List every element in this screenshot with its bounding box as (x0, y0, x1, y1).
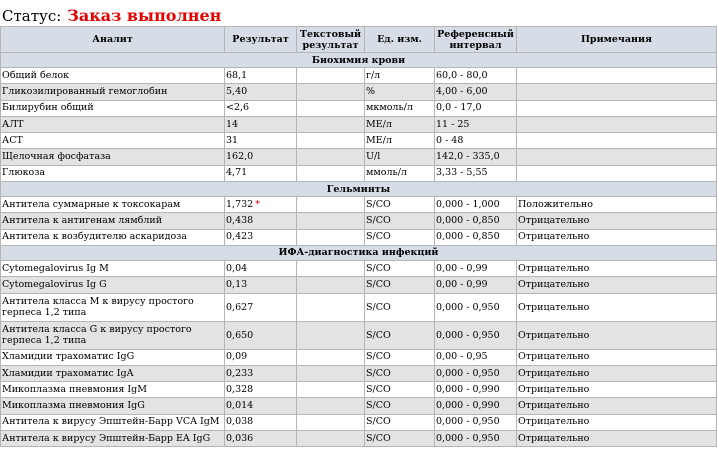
cell-unit-text: ммоль/л (366, 167, 407, 179)
cell-notes-text: Отрицательно (518, 329, 590, 341)
cell-analyte (1, 133, 225, 149)
cell-text-result (297, 293, 365, 321)
section-header (1, 245, 717, 260)
cell-text-result (297, 229, 365, 245)
cell-result (225, 229, 297, 245)
cell-notes (517, 382, 717, 398)
cell-result-text: 0,233 (226, 367, 254, 379)
results-table (0, 26, 717, 447)
cell-unit-text: S/CO (366, 278, 391, 290)
table-row (1, 116, 717, 132)
cell-notes (517, 431, 717, 447)
cell-text-result (297, 149, 365, 165)
cell-result-text: 0,036 (226, 432, 254, 444)
cell-notes (517, 197, 717, 213)
cell-reference-text: 0,000 - 0,850 (436, 231, 500, 243)
cell-analyte (1, 100, 225, 116)
cell-analyte (1, 382, 225, 398)
cell-analyte (1, 349, 225, 365)
cell-unit (365, 100, 435, 116)
cell-analyte (1, 277, 225, 293)
table-row (1, 365, 717, 381)
cell-reference (435, 277, 517, 293)
cell-analyte-text: Хламидии трахоматис IgA (2, 367, 134, 379)
cell-analyte-text: Антитела суммарные к токсокарам (2, 198, 181, 210)
cell-unit-text: г/л (366, 69, 381, 81)
cell-reference-text: 0,000 - 0,950 (436, 367, 500, 379)
cell-result-text: 5,40 (226, 85, 248, 97)
cell-notes-text: Отрицательно (518, 367, 590, 379)
cell-analyte (1, 68, 225, 84)
cell-reference-text: 0,000 - 0,950 (436, 301, 500, 313)
cell-analyte-text: Глюкоза (2, 167, 46, 179)
cell-unit-text: S/CO (366, 329, 391, 341)
table-row (1, 213, 717, 229)
cell-notes (517, 213, 717, 229)
cell-result-text: 162,0 (226, 151, 254, 163)
cell-text-result (297, 382, 365, 398)
cell-unit-text: S/CO (366, 262, 391, 274)
cell-result-text: 31 (226, 134, 239, 146)
cell-analyte-text: АЛТ (2, 118, 24, 130)
cell-analyte-text: Антитела к возбудителю аскаридоза (2, 231, 188, 243)
cell-result (225, 100, 297, 116)
cell-text-result (297, 260, 365, 276)
cell-reference (435, 68, 517, 84)
table-row (1, 68, 717, 84)
cell-reference-text: 0,00 - 0,99 (436, 262, 488, 274)
cell-analyte (1, 116, 225, 132)
cell-notes-text: Отрицательно (518, 278, 590, 290)
cell-analyte-text: Щелочная фосфатаза (2, 151, 111, 163)
table-row (1, 277, 717, 293)
cell-reference (435, 365, 517, 381)
table-row (1, 293, 717, 321)
cell-result (225, 277, 297, 293)
cell-notes-text: Отрицательно (518, 231, 590, 243)
section-title: ИФА-диагностика инфекций (1, 245, 717, 260)
cell-notes-text: Отрицательно (518, 262, 590, 274)
cell-reference-text: 11 - 25 (436, 118, 470, 130)
cell-unit (365, 431, 435, 447)
cell-reference-text: 0,000 - 0,990 (436, 400, 500, 412)
section-header (1, 53, 717, 68)
cell-result (225, 84, 297, 100)
cell-result-text: 0,014 (226, 400, 254, 412)
cell-text-result (297, 414, 365, 430)
cell-result-text: 0,438 (226, 215, 254, 227)
table-row (1, 382, 717, 398)
cell-notes (517, 414, 717, 430)
cell-text-result (297, 116, 365, 132)
cell-reference-text: 0 - 48 (436, 134, 464, 146)
table-row (1, 414, 717, 430)
table-row (1, 133, 717, 149)
cell-text-result (297, 68, 365, 84)
cell-analyte-text: Антитела к вирусу Эпштейн-Барр VCA IgM (2, 416, 220, 428)
cell-notes (517, 321, 717, 349)
order-status (0, 0, 718, 26)
cell-notes-text: Отрицательно (518, 215, 590, 227)
cell-unit-text: МЕ/л (366, 118, 392, 130)
cell-notes (517, 398, 717, 414)
table-row (1, 398, 717, 414)
cell-unit (365, 414, 435, 430)
cell-reference (435, 321, 517, 349)
cell-analyte (1, 213, 225, 229)
cell-analyte-text: Антитела к вирусу Эпштейн-Барр EA IgG (2, 432, 211, 444)
cell-reference-text: 0,000 - 0,850 (436, 215, 500, 227)
cell-notes (517, 133, 717, 149)
cell-analyte (1, 229, 225, 245)
cell-unit-text: U/l (366, 151, 381, 163)
cell-notes (517, 165, 717, 181)
cell-text-result (297, 84, 365, 100)
cell-result-text: 0,04 (226, 262, 248, 274)
cell-unit-text: S/CO (366, 215, 391, 227)
cell-reference (435, 398, 517, 414)
cell-reference-text: 0,00 - 0,95 (436, 351, 488, 363)
cell-notes (517, 229, 717, 245)
cell-analyte (1, 321, 225, 349)
cell-text-result (297, 100, 365, 116)
cell-result (225, 68, 297, 84)
cell-result-text: 0,328 (226, 383, 254, 395)
col-header-result: Результат (225, 27, 297, 53)
cell-analyte (1, 260, 225, 276)
col-header-unit: Ед. изм. (365, 27, 435, 53)
cell-unit (365, 149, 435, 165)
cell-text-result (297, 165, 365, 181)
col-header-notes: Примечания (517, 27, 717, 53)
cell-notes (517, 365, 717, 381)
cell-notes (517, 100, 717, 116)
cell-notes-text: Отрицательно (518, 400, 590, 412)
cell-unit-text: S/CO (366, 383, 391, 395)
cell-unit (365, 165, 435, 181)
cell-analyte (1, 431, 225, 447)
cell-reference-text: 0,0 - 17,0 (436, 102, 482, 114)
cell-analyte-text: Общий белок (2, 69, 70, 81)
section-title: Гельминты (1, 182, 717, 197)
cell-result (225, 213, 297, 229)
cell-unit (365, 277, 435, 293)
cell-analyte (1, 293, 225, 321)
cell-reference-text: 60,0 - 80,0 (436, 69, 488, 81)
col-header-analyte: Аналит (1, 27, 225, 53)
cell-analyte (1, 365, 225, 381)
cell-reference (435, 133, 517, 149)
table-row (1, 100, 717, 116)
cell-notes (517, 84, 717, 100)
cell-result-text: 0,13 (226, 278, 248, 290)
cell-analyte-text: Микоплазма пневмония IgG (2, 400, 145, 412)
cell-analyte-text: АСТ (2, 134, 23, 146)
cell-text-result (297, 365, 365, 381)
table-body (1, 53, 717, 447)
cell-notes (517, 260, 717, 276)
cell-reference (435, 229, 517, 245)
cell-result-text: 4,71 (226, 167, 248, 179)
cell-unit-text: S/CO (366, 198, 391, 210)
cell-analyte-text: Антитела к антигенам лямблий (2, 215, 163, 227)
cell-unit-text: % (366, 85, 376, 97)
cell-reference-text: 0,000 - 0,950 (436, 416, 500, 428)
cell-unit (365, 260, 435, 276)
cell-reference-text: 0,000 - 0,990 (436, 383, 500, 395)
cell-unit (365, 293, 435, 321)
cell-reference (435, 100, 517, 116)
cell-notes-text: Отрицательно (518, 351, 590, 363)
cell-unit (365, 398, 435, 414)
table-row (1, 165, 717, 181)
cell-analyte (1, 197, 225, 213)
table-row (1, 321, 717, 349)
table-row (1, 349, 717, 365)
cell-unit-text: S/CO (366, 400, 391, 412)
cell-analyte-text: Хламидии трахоматис IgG (2, 351, 135, 363)
cell-reference (435, 197, 517, 213)
cell-reference-text: 0,000 - 1,000 (436, 198, 500, 210)
cell-reference (435, 293, 517, 321)
cell-result-text: 1,732 (226, 198, 254, 210)
cell-reference (435, 349, 517, 365)
cell-reference (435, 84, 517, 100)
cell-text-result (297, 321, 365, 349)
cell-unit-text: МЕ/л (366, 134, 392, 146)
cell-result (225, 165, 297, 181)
cell-analyte-text: Гликозилированный гемоглобин (2, 85, 168, 97)
table-row (1, 431, 717, 447)
cell-reference-text: 142,0 - 335,0 (436, 151, 500, 163)
cell-unit (365, 133, 435, 149)
cell-unit (365, 321, 435, 349)
cell-unit (365, 68, 435, 84)
cell-unit (365, 116, 435, 132)
cell-text-result (297, 431, 365, 447)
cell-reference-text: 0,00 - 0,99 (436, 278, 488, 290)
cell-result (225, 293, 297, 321)
cell-reference (435, 165, 517, 181)
cell-notes-text: Отрицательно (518, 383, 590, 395)
cell-reference (435, 213, 517, 229)
cell-reference-text: 4,00 - 6,00 (436, 85, 488, 97)
cell-result-text: 0,627 (226, 301, 254, 313)
cell-unit-text: S/CO (366, 301, 391, 313)
cell-reference (435, 431, 517, 447)
cell-result-text: <2,6 (226, 102, 250, 114)
status-value: Заказ выполнен (67, 6, 222, 25)
cell-reference (435, 382, 517, 398)
table-row (1, 84, 717, 100)
cell-notes (517, 149, 717, 165)
cell-result-text: 0,423 (226, 231, 254, 243)
cell-unit (365, 229, 435, 245)
cell-result (225, 133, 297, 149)
cell-result (225, 382, 297, 398)
col-header-text-result: Текстовый результат (297, 27, 365, 53)
cell-notes (517, 293, 717, 321)
cell-reference (435, 149, 517, 165)
cell-unit-text: S/CO (366, 351, 391, 363)
cell-reference (435, 414, 517, 430)
cell-reference-text: 3,33 - 5,55 (436, 167, 488, 179)
cell-result-text: 0,038 (226, 416, 254, 428)
cell-result (225, 365, 297, 381)
cell-analyte-text: Билирубин общий (2, 102, 94, 114)
cell-analyte (1, 414, 225, 430)
section-title: Биохимия крови (1, 53, 717, 68)
cell-result (225, 116, 297, 132)
cell-analyte (1, 165, 225, 181)
cell-notes (517, 116, 717, 132)
table-row (1, 197, 717, 213)
cell-result (225, 398, 297, 414)
cell-notes-text: Отрицательно (518, 301, 590, 313)
cell-text-result (297, 398, 365, 414)
table-row (1, 229, 717, 245)
cell-reference-text: 0,000 - 0,950 (436, 432, 500, 444)
cell-analyte (1, 398, 225, 414)
cell-unit-text: S/CO (366, 367, 391, 379)
cell-result-text: 68,1 (226, 69, 248, 81)
cell-notes-text: Положительно (518, 198, 593, 210)
cell-unit-text: S/CO (366, 432, 391, 444)
section-header (1, 182, 717, 197)
cell-result (225, 197, 297, 213)
cell-result-text: 0,650 (226, 329, 254, 341)
cell-unit-text: мкмоль/л (366, 102, 413, 114)
cell-notes (517, 349, 717, 365)
cell-unit (365, 382, 435, 398)
cell-analyte (1, 149, 225, 165)
table-row (1, 260, 717, 276)
cell-analyte-text: Микоплазма пневмония IgM (2, 383, 147, 395)
cell-analyte-text: Cytomegalovirus Ig G (2, 278, 107, 290)
cell-result-text: 0,09 (226, 351, 248, 363)
cell-unit (365, 84, 435, 100)
abnormal-flag: * (255, 198, 260, 210)
cell-notes-text: Отрицательно (518, 432, 590, 444)
cell-result (225, 431, 297, 447)
cell-analyte-text: Cytomegalovirus Ig M (2, 262, 109, 274)
table-row (1, 149, 717, 165)
cell-reference (435, 260, 517, 276)
cell-unit (365, 365, 435, 381)
table-header (1, 27, 717, 53)
cell-reference (435, 116, 517, 132)
cell-result (225, 414, 297, 430)
cell-unit-text: S/CO (366, 416, 391, 428)
cell-text-result (297, 277, 365, 293)
cell-text-result (297, 349, 365, 365)
cell-result-text: 14 (226, 118, 239, 130)
cell-result (225, 321, 297, 349)
cell-text-result (297, 133, 365, 149)
cell-analyte-text: Антитела класса G к вирусу простого герпеса 1,2 типа (2, 324, 192, 347)
cell-text-result (297, 197, 365, 213)
cell-notes (517, 277, 717, 293)
cell-unit (365, 213, 435, 229)
cell-unit (365, 349, 435, 365)
cell-reference-text: 0,000 - 0,950 (436, 329, 500, 341)
cell-unit-text: S/CO (366, 231, 391, 243)
cell-notes-text: Отрицательно (518, 416, 590, 428)
cell-analyte-text: Антитела класса М к вирусу простого герпеса 1,2 типа (2, 296, 194, 319)
cell-result (225, 260, 297, 276)
cell-result (225, 349, 297, 365)
cell-unit (365, 197, 435, 213)
cell-analyte (1, 84, 225, 100)
cell-text-result (297, 213, 365, 229)
col-header-reference: Референсный интервал (435, 27, 517, 53)
status-label: Статус: (2, 7, 62, 25)
cell-notes (517, 68, 717, 84)
cell-result (225, 149, 297, 165)
